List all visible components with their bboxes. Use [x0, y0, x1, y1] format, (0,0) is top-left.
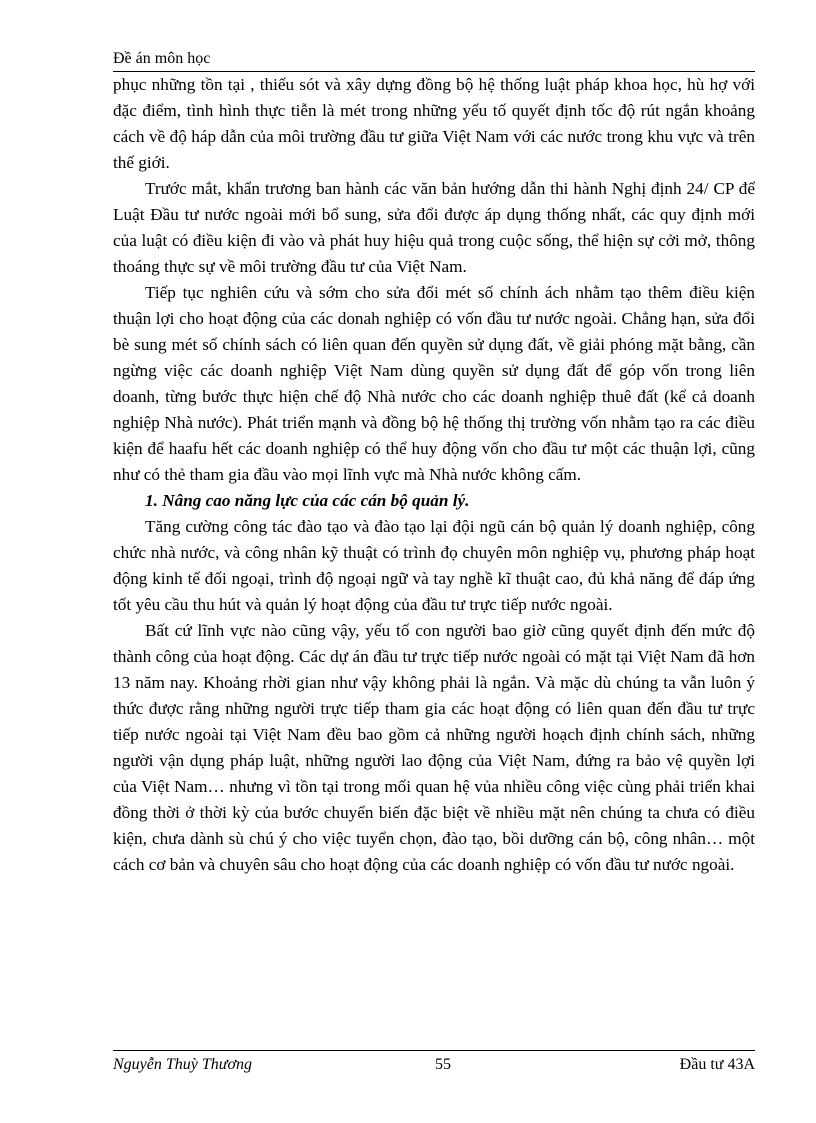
section-heading: 1. Nâng cao năng lực của các cán bộ quản lý.: [145, 491, 470, 510]
paragraph: phục những tồn tại , thiếu sót và xây dựng đồng bộ hệ thống luật pháp khoa học, hù hợ với đặc điểm, tình hình thực tiễn là mét trong những yếu tố quyết định tốc độ rút ngắn khoảng cách về độ háp dẫn của môi trường đầu tư giữa Việt Nam với các nước trong khu vực và trên thế giới.: [113, 75, 755, 172]
page-number: 55: [435, 1056, 451, 1073]
page-header: [113, 50, 755, 72]
page-footer: [113, 1050, 755, 1077]
footer-class-label: Đầu tư 43A: [679, 1056, 755, 1073]
header-title: Đề án môn học: [113, 50, 211, 67]
paragraph: Bất cứ lĩnh vực nào cũng vậy, yếu tố con người bao giờ cũng quyết định đến mức độ thành công của hoạt động. Các dự án đầu tư trực tiếp nước ngoài có mặt tại Việt Nam đã hơn 13 năm nay. Khoảng rhời gian như vậy không phải là ngắn. Và mặc dù chúng ta vẫn luôn ý thức được rằng những người trực tiếp tham gia các hoạt động có liên quan đến đầu tư trực tiếp nước ngoài tại Việt Nam đều bao gồm cả những người hoạch định chính sách, những người vận dụng pháp luật, những người lao động của Việt Nam, đứng ra bảo vệ quyền lợi của Việt Nam… nhưng vì tồn tại trong mối quan hệ vủa nhiều công việc cùng phải triển khai đồng thời ở thời kỳ của bước chuyển biến đặc biệt về nhiều mặt nên chúng ta chưa có điều kiện, chưa dành sù chú ý cho việc tuyển chọn, đào tạo, bồi dưỡng cán bộ, công nhân… một cách cơ bản và chuyên sâu cho hoạt động của các doanh nghiệp có vốn đầu tư nước ngoài.: [113, 621, 755, 874]
paragraph: Tăng cường công tác đào tạo và đào tạo lại đội ngũ cán bộ quản lý doanh nghiệp, công chức nhà nước, và công nhân kỹ thuật có trình đọ chuyên môn nghiệp vụ, phương pháp hoạt động kinh tế đối ngoại, trình độ ngoại ngữ và tay nghề kĩ thuật cao, đủ khả năng để đáp ứng tốt yêu cầu thu hút và quản lý hoạt động của đầu tư trực tiếp nước ngoài.: [113, 517, 755, 614]
paragraph: Tiếp tục nghiên cứu và sớm cho sửa đổi mét số chính ách nhằm tạo thêm điều kiện thuận lợi cho hoạt động của các donah nghiệp có vốn đầu tư nước ngoài. Chẳng hạn, sửa đổi bè sung mét số chính sách có liên quan đến quyền sử dụng đất, về giải phóng mặt bằng, cần ngừng việc các doanh nghiệp Việt Nam dùng quyền sử dụng đất để góp vốn trong liên doanh, từng bước thực hiện chế độ Nhà nước cho các doanh nghiệp thuê đất (kể cả doanh nghiệp Nhà nước). Phát triển mạnh và đồng bộ hệ thống thị trường vốn nhằm tạo ra các điều kiện để haafu hết các doanh nghiệp có thể huy động vốn cho đầu tư một các thuận lợi, cũng như có thẻ tham gia đầu vào mọi lĩnh vực mà Nhà nước không cấm.: [113, 283, 755, 484]
paragraph: Trước mắt, khẩn trương ban hành các văn bản hướng dẫn thi hành Nghị định 24/ CP để Luật Đầu tư nước ngoài mới bổ sung, sửa đổi được áp dụng thống nhất, các quy định mới của luật có điều kiện đi vào và phát huy hiệu quả trong cuộc sống, thể hiện sự cởi mở, thông thoáng thực sự về môi trường đầu tư của Việt Nam.: [113, 179, 755, 276]
footer-author: Nguyễn Thuỳ Thương: [113, 1056, 253, 1073]
document-body: [113, 72, 755, 878]
